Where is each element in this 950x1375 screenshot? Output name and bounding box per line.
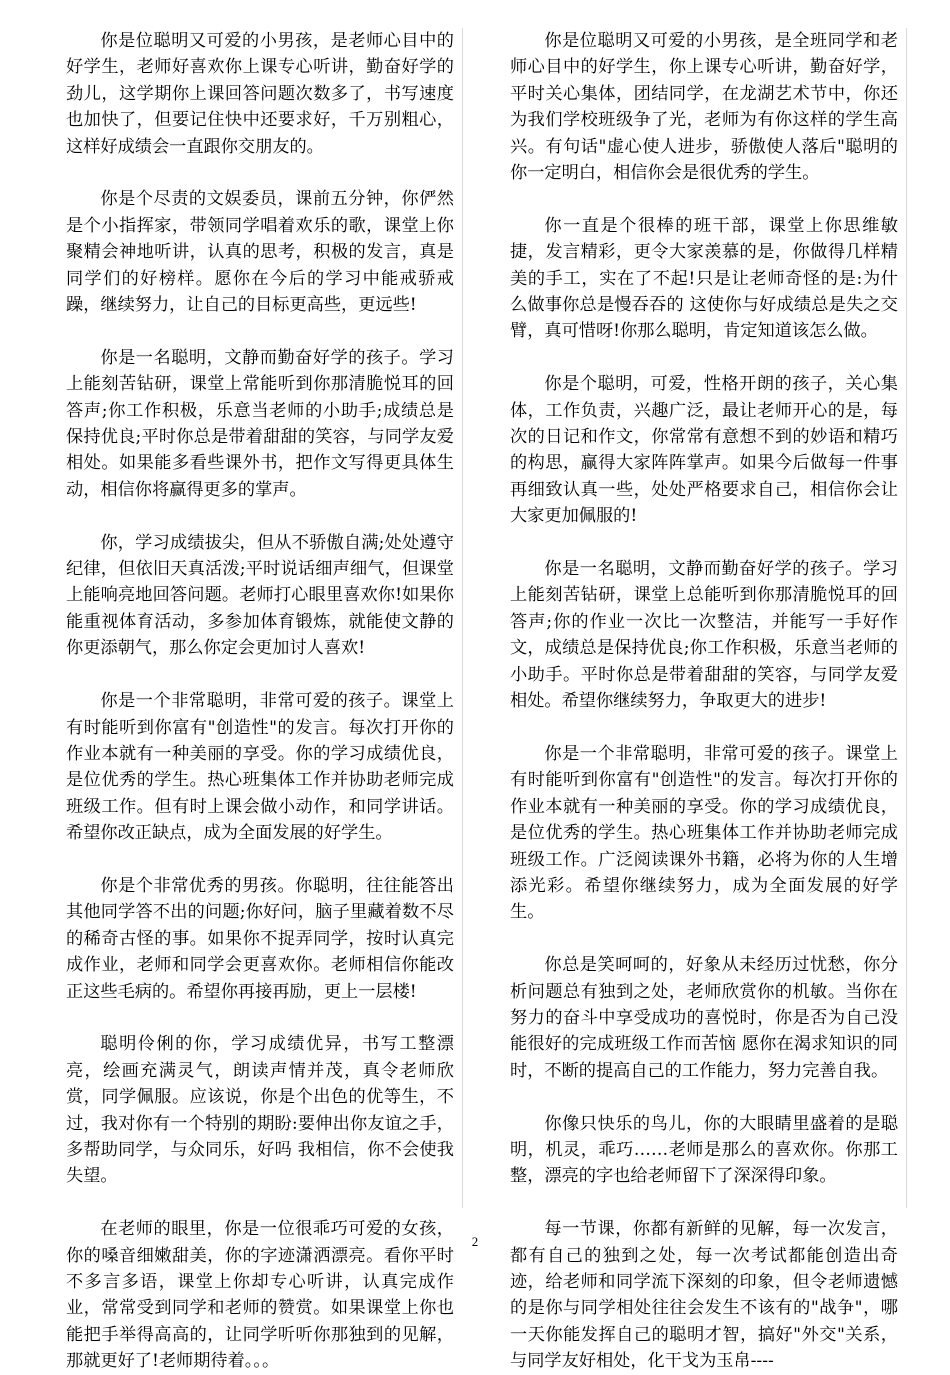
page-number: 2 bbox=[471, 1234, 479, 1249]
paragraph: 你是位聪明又可爱的小男孩，是老师心目中的好学生，老师好喜欢你上课专心听讲，勤奋好学的劲儿，这学期你上课回答问题次数多了，书写速度也加快了，但要记住快中还要求好，千万别粗心，这样好成绩会一直跟你交朋友的。 bbox=[66, 31, 454, 157]
paragraph: 你是个尽责的文娱委员，课前五分钟，你俨然是个小指挥家，带领同学唱着欢乐的歌，课堂上你聚精会神地听讲，认真的思考，积极的发言，真是同学们的好榜样。愿你在今后的学习中能戒骄戒躁，继续努力，让自己的目标更高些，更远些! bbox=[66, 189, 454, 316]
paragraph: 在老师的眼里，你是一位很乖巧可爱的女孩，你的嗓音细嫩甜美，你的字迹潇洒漂亮。看你平时不多言多语，课堂上你却专心听讲，认真完成作业，常常受到同学和老师的赞赏。如果课堂上你也能把手举得高高的，让同学听听你那独到的见解，那就更好了!老师期待着。。。 bbox=[66, 1219, 454, 1372]
left-column bbox=[66, 28, 463, 1372]
paragraph: 每一节课，你都有新鲜的见解，每一次发言，都有自己的独到之处，每一次考试都能创造出奇迹，给老师和同学流下深刻的印象，但令老师遗憾的是你与同学相处往往会发生不该有的"战争"，哪一天你能发挥自己的聪明才智，搞好"外交"关系，与同学友好相处，化干戈为玉帛---- bbox=[510, 1219, 898, 1372]
paragraph: 你总是笑呵呵的，好象从未经历过忧愁，你分析问题总有独到之处，老师欣赏你的机敏。当你在努力的奋斗中享受成功的喜悦时，你是否为自己没能很好的完成班级工作而苦恼 愿你在渴求知识的同时，不断的提高自己的工作能力，努力完善自我。 bbox=[510, 955, 898, 1081]
paragraph: 你是一名聪明，文静而勤奋好学的孩子。学习上能刻苦钻研，课堂上总能听到你那清脆悦耳的回答声;你的作业一次比一次整洁，并能写一手好作文，成绩总是保持优良;你工作积极，乐意当老师的小助手。平时你总是带着甜甜的笑容，与同学友爱相处。希望你继续努力，争取更大的进步! bbox=[510, 559, 898, 712]
paragraph: 你像只快乐的鸟儿，你的大眼睛里盛着的是聪明，机灵，乖巧……老师是那么的喜欢你。你那工整，漂亮的字也给老师留下了深深得印象。 bbox=[510, 1113, 898, 1187]
right-column bbox=[510, 28, 907, 1372]
paragraph: 你是一名聪明，文静而勤奋好学的孩子。学习上能刻苦钻研，课堂上常能听到你那清脆悦耳的回答声;你工作积极，乐意当老师的小助手;成绩总是保持优良;平时你总是带着甜甜的笑容，与同学友爱相处。如果能多看些课外书，把作文写得更具体生动，相信你将赢得更多的掌声。 bbox=[66, 347, 454, 500]
paragraph: 你，学习成绩拔尖，但从不骄傲自满;处处遵守纪律，但依旧天真活泼;平时说话细声细气，但课堂上能响亮地回答问题。老师打心眼里喜欢你!如果你能重视体育活动，多参加体育锻炼，就能使文静的你更添朝气，那么你定会更加讨人喜欢! bbox=[66, 532, 454, 659]
paragraph: 你是一个非常聪明，非常可爱的孩子。课堂上有时能听到你富有"创造性"的发言。每次打开你的作业本就有一种美丽的享受。你的学习成绩优良，是位优秀的学生。热心班集体工作并协助老师完成班级工作。广泛阅读课外书籍，必将为你的人生增添光彩。希望你继续努力，成为全面发展的好学生。 bbox=[510, 743, 898, 923]
paragraph: 你是位聪明又可爱的小男孩，是全班同学和老师心目中的好学生，你上课专心听讲，勤奋好学，平时关心集体，团结同学，在龙湖艺术节中，你还为我们学校班级争了光，老师为有你这样的学生高兴。有句话"虚心使人进步，骄傲使人落后"聪明的你一定明白，相信你会是很优秀的学生。 bbox=[510, 31, 898, 184]
paragraph: 聪明伶俐的你，学习成绩优异，书写工整漂亮，绘画充满灵气，朗读声情并茂，真令老师欣赏，同学佩服。应该说，你是个出色的优等生，不过，我对你有一个特别的期盼:要伸出你友谊之手，多帮助同学，与众同乐，好吗 我相信，你不会使我失望。 bbox=[66, 1034, 454, 1187]
paragraph: 你是一个非常聪明，非常可爱的孩子。课堂上有时能听到你富有"创造性"的发言。每次打开你的作业本就有一种美丽的享受。你的学习成绩优良，是位优秀的学生。热心班集体工作并协助老师完成班级工作。但有时上课会做小动作，和同学讲话。希望你改正缺点，成为全面发展的好学生。 bbox=[66, 691, 454, 844]
paragraph: 你一直是个很棒的班干部，课堂上你思维敏捷，发言精彩，更令大家羡慕的是，你做得几样精美的手工，实在了不起!只是让老师奇怪的是:为什么做事你总是慢吞吞的 这使你与好成绩总是失之交臂，真可惜呀!你那么聪明，肯定知道该怎么做。 bbox=[510, 215, 898, 342]
paragraph: 你是个聪明，可爱，性格开朗的孩子，关心集体，工作负责，兴趣广泛，最让老师开心的是，每次的日记和作文，你常常有意想不到的妙语和精巧的构思，赢得大家阵阵掌声。如果今后做每一件事再细致认真一些，处处严格要求自己，相信你会让大家更加佩服的! bbox=[510, 374, 898, 527]
paragraph: 你是个非常优秀的男孩。你聪明，往往能答出其他同学答不出的问题;你好问，脑子里藏着数不尽的稀奇古怪的事。如果你不捉弄同学，按时认真完成作业，老师和同学会更喜欢你。老师相信你能改正这些毛病的。希望你再接再励，更上一层楼! bbox=[66, 875, 454, 1002]
